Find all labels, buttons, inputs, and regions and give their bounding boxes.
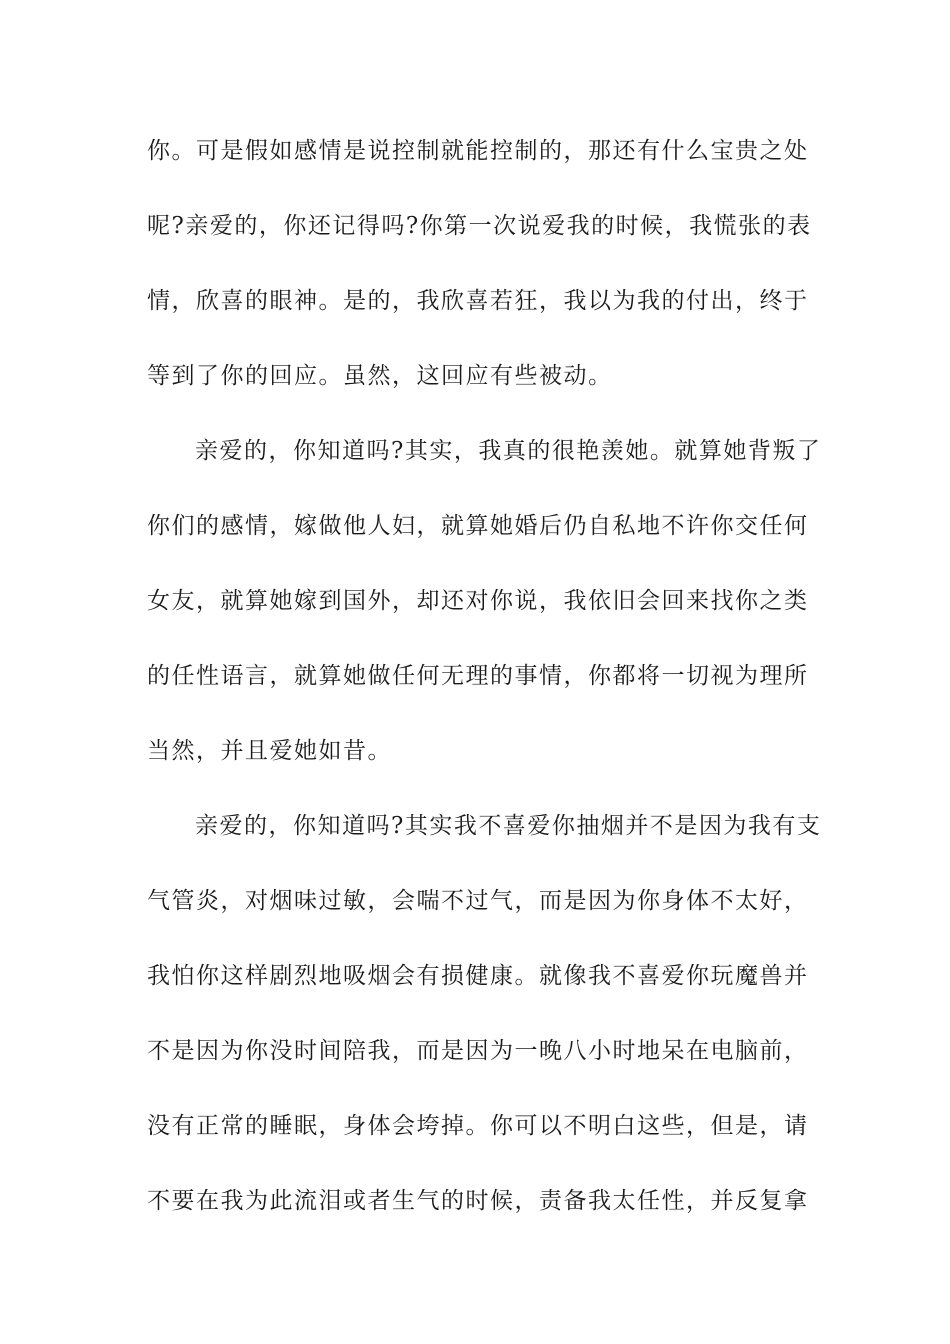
text-line: 当然，并且爱她如昔。 [147, 738, 392, 764]
paragraph-first-line: 亲爱的，你知道吗?其实，我真的很艳羡她。就算她背叛了 [195, 438, 822, 464]
text-line: 我怕你这样剧烈地吸烟会有损健康。就像我不喜爱你玩魔兽并 [147, 963, 809, 989]
text-line: 不是因为你没时间陪我，而是因为一晚八小时地呆在电脑前， [147, 1038, 809, 1064]
text-line: 的任性语言，就算她做任何无理的事情，你都将一切视为理所 [147, 663, 809, 689]
text-line: 等到了你的回应。虽然，这回应有些被动。 [147, 363, 613, 389]
text-line: 呢?亲爱的，你还记得吗?你第一次说爱我的时候，我慌张的表 [147, 213, 812, 239]
text-line: 气管炎，对烟味过敏，会喘不过气，而是因为你身体不太好， [147, 888, 809, 914]
text-line: 情，欣喜的眼神。是的，我欣喜若狂，我以为我的付出，终于 [147, 288, 809, 314]
text-line: 你们的感情，嫁做他人妇，就算她婚后仍自私地不许你交任何 [147, 513, 809, 539]
text-line: 你。可是假如感情是说控制就能控制的，那还有什么宝贵之处 [147, 138, 809, 164]
text-line: 不要在我为此流泪或者生气的时候，责备我太任性，并反复拿 [147, 1188, 809, 1214]
paragraph-first-line: 亲爱的，你知道吗?其实我不喜爱你抽烟并不是因为我有支 [195, 813, 822, 839]
text-line: 女友，就算她嫁到国外，却还对你说，我依旧会回来找你之类 [147, 588, 809, 614]
text-line: 没有正常的睡眠，身体会垮掉。你可以不明白这些，但是，请 [147, 1113, 809, 1139]
